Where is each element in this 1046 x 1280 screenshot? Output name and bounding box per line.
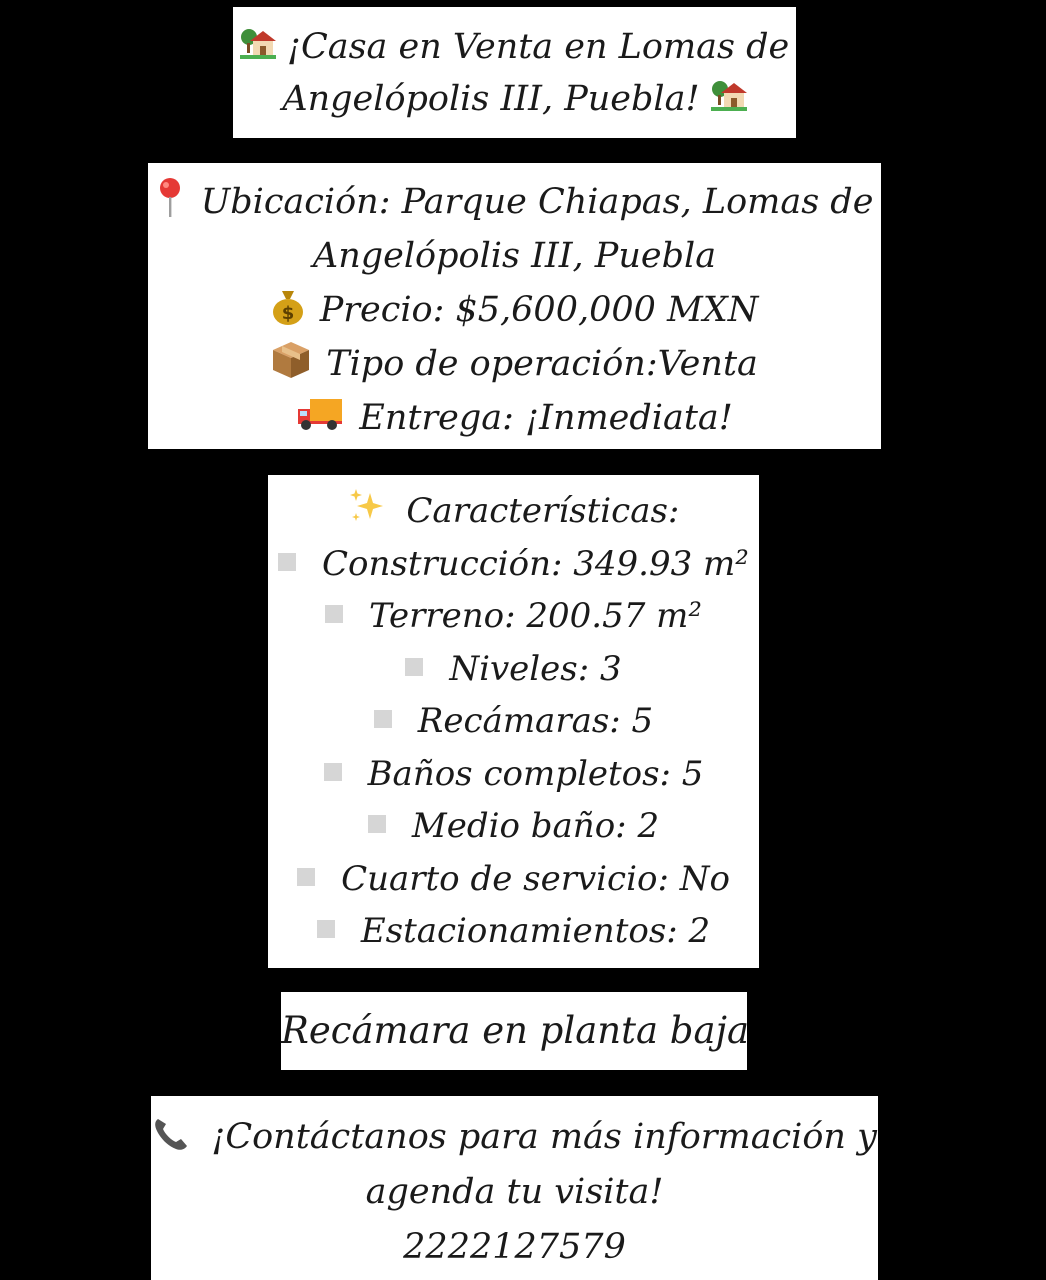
bullet-square-icon xyxy=(368,815,386,833)
contact-card xyxy=(151,1096,878,1280)
phone-number[interactable]: 2222127579 xyxy=(403,1227,626,1267)
feature-bedrooms: Recámaras: 5 xyxy=(417,701,654,741)
house-with-garden-icon xyxy=(711,79,747,111)
title-line-1 xyxy=(233,21,796,73)
delivery-text: Entrega: ¡Inmediata! xyxy=(359,398,733,438)
bullet-square-icon xyxy=(317,920,335,938)
note-card xyxy=(281,992,750,1070)
feature-land: Terreno: 200.57 m² xyxy=(368,596,703,636)
contact-line-2: agenda tu visita! xyxy=(365,1172,664,1212)
title-card xyxy=(233,7,796,138)
location-line xyxy=(148,175,881,229)
note-text: Recámara en planta baja xyxy=(281,1009,750,1052)
feature-construction: Construcción: 349.93 m² xyxy=(322,543,749,584)
features-heading-text: Características: xyxy=(406,491,680,531)
bullet-square-icon xyxy=(325,605,343,623)
bullet-square-icon xyxy=(374,710,392,728)
feature-item xyxy=(268,853,759,906)
info-card xyxy=(148,163,881,449)
sparkles-icon xyxy=(348,487,388,527)
feature-full-baths: Baños completos: 5 xyxy=(367,753,704,794)
contact-line-1 xyxy=(151,1110,878,1165)
feature-half-bath: Medio baño: 2 xyxy=(411,806,660,846)
feature-item xyxy=(268,905,759,958)
telephone-receiver-icon xyxy=(152,1115,192,1151)
feature-item xyxy=(268,748,759,801)
location-line-2: Angelópolis III, Puebla xyxy=(312,236,717,276)
package-icon xyxy=(271,340,311,380)
feature-item xyxy=(268,695,759,748)
features-heading xyxy=(268,485,759,538)
title-text-1: ¡Casa en Venta en Lomas de xyxy=(286,27,790,67)
feature-item xyxy=(268,643,759,696)
operation-text: Tipo de operación:Venta xyxy=(326,344,758,384)
feature-item xyxy=(268,800,759,853)
operation-line xyxy=(148,337,881,391)
feature-item xyxy=(268,538,759,591)
feature-item xyxy=(268,590,759,643)
delivery-line xyxy=(148,391,881,445)
round-pushpin-icon xyxy=(156,177,184,219)
bullet-square-icon xyxy=(278,553,296,571)
bullet-square-icon xyxy=(324,763,342,781)
money-bag-icon xyxy=(271,287,305,325)
contact-text-1: ¡Contáctanos para más información y xyxy=(211,1117,877,1157)
features-card xyxy=(268,475,759,968)
title-line-2 xyxy=(233,73,796,125)
feature-levels: Niveles: 3 xyxy=(449,648,622,689)
price-line xyxy=(148,283,881,337)
svg-text:$: $ xyxy=(281,302,294,324)
feature-parking: Estacionamientos: 2 xyxy=(360,911,711,951)
title-text-2: Angelópolis III, Puebla! xyxy=(282,79,700,119)
house-with-garden-icon xyxy=(240,27,276,59)
bullet-square-icon xyxy=(297,868,315,886)
price-text: Precio: $5,600,000 MXN xyxy=(319,290,759,330)
delivery-truck-icon xyxy=(296,397,344,431)
location-text: Ubicación: Parque Chiapas, Lomas de xyxy=(200,182,874,222)
feature-service-room: Cuarto de servicio: No xyxy=(341,858,730,899)
bullet-square-icon xyxy=(405,658,423,676)
